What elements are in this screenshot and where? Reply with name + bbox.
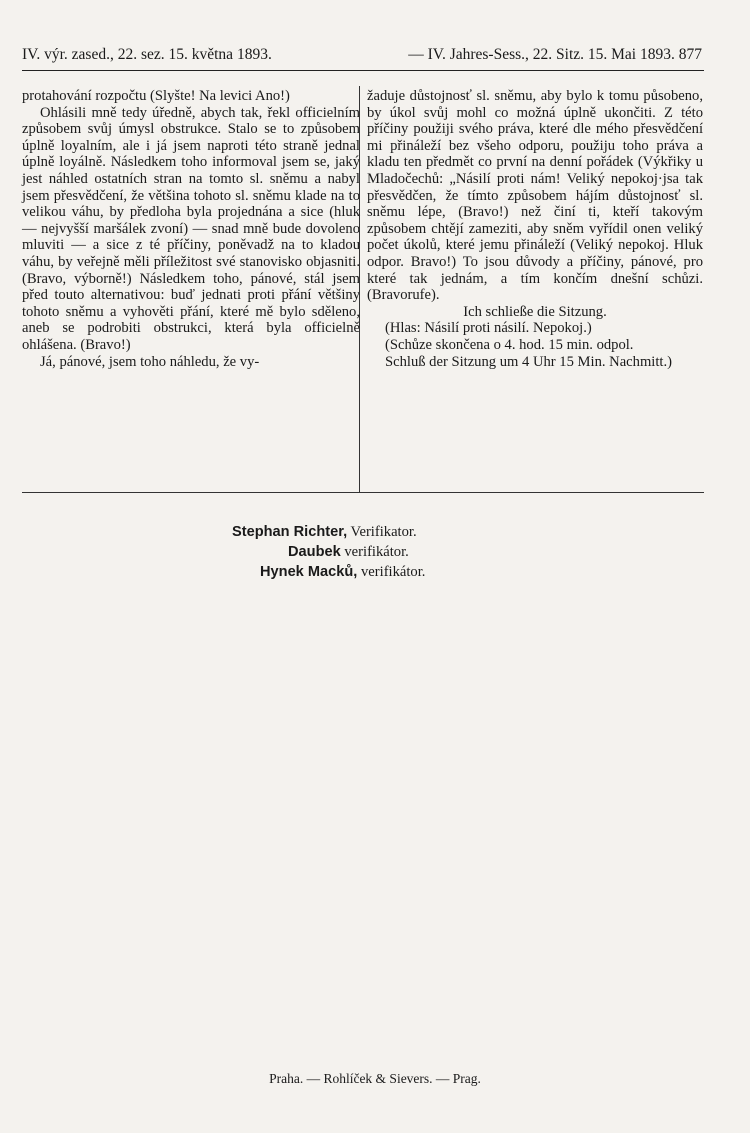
signatory-name: Daubek xyxy=(288,544,341,560)
header-rule xyxy=(22,70,704,71)
signatory-name: Hynek Macků, xyxy=(260,564,358,580)
signature-line xyxy=(232,522,652,542)
paragraph: protahování rozpočtu (Slyšte! Na levici Ano!) xyxy=(22,88,290,104)
header-czech: IV. výr. zased., 22. sez. 15. května 1893. xyxy=(22,46,272,63)
session-end-czech: (Schůze skončena o 4. hod. 15 min. odpol. xyxy=(385,336,634,353)
session-end-german: Schluß der Sitzung um 4 Uhr 15 Min. Nachmitt.) xyxy=(385,353,672,370)
signatory-name: Stephan Richter, xyxy=(232,524,348,540)
signatory-role: verifikátor. xyxy=(361,564,426,580)
column-divider xyxy=(359,86,360,492)
paragraph: Já, pánové, jsem toho náhledu, že vy- xyxy=(40,353,260,370)
signatory-role: Verifikator. xyxy=(350,524,417,540)
columns-bottom-rule xyxy=(22,492,704,493)
signatory-role: verifikátor. xyxy=(344,544,409,560)
header-german: — IV. Jahres-Sess., 22. Sitz. 15. Mai 1893. 877 xyxy=(408,46,702,63)
signature-line xyxy=(232,542,652,562)
right-column xyxy=(367,88,703,370)
printer-footer: Praha. — Rohlíček & Sievers. — Prag. xyxy=(269,1071,481,1086)
paragraph: (Hlas: Násilí proti násilí. Nepokoj.) xyxy=(385,320,592,337)
closing-statement: Ich schließe die Sitzung. xyxy=(463,303,607,320)
page-header xyxy=(22,46,702,66)
left-column xyxy=(22,88,360,370)
signature-line xyxy=(232,562,652,582)
paragraph: Ohlásili mně tedy úředně, abych tak, řekl officielním způsobem svůj úmysl obstrukce. Stalo se to způsobem úplně loyalním, ale i já jsem naproti této straně jednal úplně loyálně. Následkem toho informoval jsem se, jaký jest náhled ostatních stran na tomto sl. sněmu a nabyl jsem přesvědčení, že většina tohoto sl. sněmu klade na to velikou váhu, by předloha byla projednána a sice (hluk — nejvyšší maršálek zvoní) — snad mně bude dovoleno mluviti — a sice z té příčiny, poněvadž na to kladou váhu, by veřejně měli příležitost své stanovisko objasniti. (Bravo, výborně!) Následkem toho, pánové, stál jsem před touto alternativou: buď jednati proti přání většiny tohoto sněmu a vyhověti přání, které mě bylo sděleno, aneb se podrobiti obstrukci, která byla officielně ohlášena. (Bravo!) xyxy=(22,104,360,353)
paragraph: žaduje důstojnosť sl. sněmu, aby bylo k tomu působeno, by úkol svůj mohl co možná úplně ukončiti. Z této příčiny použiji svého práva, které dle mého přesvědčení mi přináleží bez všeho odporu, použiju toho práva a kladu ten předmět co první na denní pořádek (Výkřiky u Mladočechů: „Násilí proti nám! Veliký nepokoj·jsa tak přesvědčen, že tímto způsobem hájím důstojnosť sl. sněmu lépe, (Bravo!) než činí ti, kteří takovým způsobem chtějí zameziti, aby sněm vyřídil onen veliký počet úkolů, které jemu přináleží (Veliký nepokoj. Hluk odpor. Bravo!) To jsou důvody a příčiny, pánové, pro které tak jednám, a tím končím dnešní schůzi. (Bravorufe). xyxy=(367,88,703,304)
signatures xyxy=(232,522,652,582)
